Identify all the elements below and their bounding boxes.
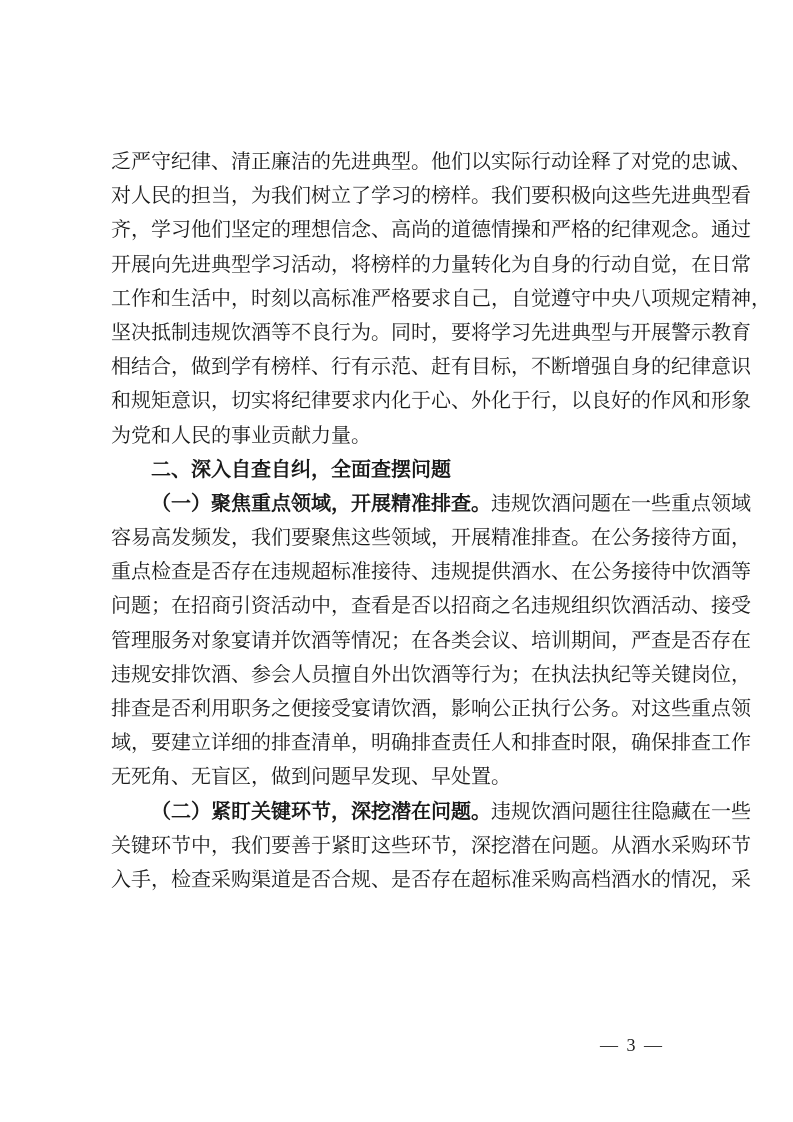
text-span: 违规饮酒问题在一些重点领域 bbox=[491, 490, 751, 515]
text-line: 入手，检查采购渠道是否合规、是否存在超标准采购高档酒水的情况，采 bbox=[111, 866, 751, 891]
document-body bbox=[111, 144, 771, 896]
subsection-first-line bbox=[111, 486, 751, 520]
text-line: 开展向先进典型学习活动，将榜样的力量转化为自身的行动自觉，在日常 bbox=[111, 251, 751, 276]
text-line: 违规安排饮酒、参会人员擅自外出饮酒等行为；在执法执纪等关键岗位， bbox=[111, 661, 751, 686]
text-line: 无死角、无盲区，做到问题早发现、早处置。 bbox=[111, 764, 511, 789]
page-number: — 3 — bbox=[600, 1035, 664, 1055]
text-line: 容易高发频发，我们要聚焦这些领域，开展精准排查。在公务接待方面， bbox=[111, 525, 751, 550]
text-line: 相结合，做到学有榜样、行有示范、赶有目标，不断增强自身的纪律意识 bbox=[111, 354, 751, 379]
text-line: 为党和人民的事业贡献力量。 bbox=[111, 422, 371, 447]
text-line: 重点检查是否存在违规超标准接待、违规提供酒水、在公务接待中饮酒等 bbox=[111, 559, 751, 584]
text-line: 工作和生活中，时刻以高标准严格要求自己，自觉遵守中央八项规定精神， bbox=[111, 285, 771, 310]
text-line: 坚决抵制违规饮酒等不良行为。同时，要将学习先进典型与开展警示教育 bbox=[111, 319, 751, 344]
text-span: 违规饮酒问题往往隐藏在一些 bbox=[491, 798, 751, 823]
subsection-title: （二）紧盯关键环节，深挖潜在问题。 bbox=[151, 798, 491, 823]
subsection-2 bbox=[111, 794, 751, 897]
text-line: 排查是否利用职务之便接受宴请饮酒，影响公正执行公务。对这些重点领 bbox=[111, 696, 751, 720]
text-line: 齐，学习他们坚定的理想信念、高尚的道德情操和严格的纪律观念。通过 bbox=[111, 217, 751, 242]
text-line: 关键环节中，我们要善于紧盯这些环节，深挖潜在问题。从酒水采购环节 bbox=[111, 832, 751, 857]
subsection-1 bbox=[111, 486, 751, 794]
text-line: 对人民的担当，为我们树立了学习的榜样。我们要积极向这些先进典型看 bbox=[111, 183, 751, 208]
text-line: 乏严守纪律、清正廉洁的先进典型。他们以实际行动诠释了对党的忠诚、 bbox=[111, 149, 751, 173]
text-line: 问题；在招商引资活动中，查看是否以招商之名违规组织饮酒活动、接受 bbox=[111, 593, 751, 618]
subsection-first-line bbox=[111, 794, 751, 828]
text-line: 域，要建立详细的排查清单，明确排查责任人和排查时限，确保排查工作 bbox=[111, 730, 751, 755]
paragraph-1 bbox=[111, 144, 771, 452]
text-line: 和规矩意识，切实将纪律要求内化于心、外化于行，以良好的作风和形象 bbox=[111, 388, 751, 413]
subsection-title: （一）聚焦重点领域，开展精准排查。 bbox=[151, 490, 491, 515]
text-line: 管理服务对象宴请并饮酒等情况；在各类会议、培训期间，严查是否存在 bbox=[111, 627, 751, 652]
section-heading: 二、深入自查自纠，全面查摆问题 bbox=[151, 456, 451, 481]
